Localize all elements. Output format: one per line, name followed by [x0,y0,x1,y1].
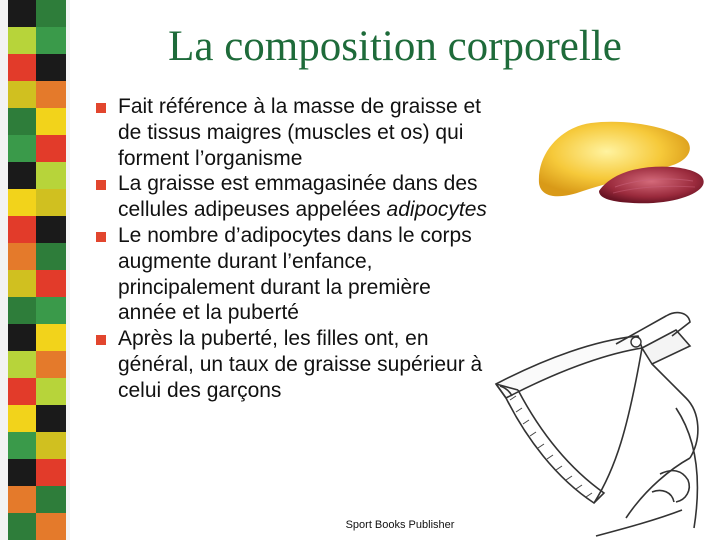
stripe-cell [36,27,66,54]
stripe-cell [8,486,38,513]
stripe-cell [8,243,38,270]
stripe-cell [36,270,66,297]
stripe-cell [8,378,38,405]
bullet-marker-icon [96,335,106,345]
bullet-item [96,223,488,326]
fat-and-muscle-photo-icon [533,113,710,210]
stripe-cell [36,486,66,513]
bullet-italic-term: adipocytes [386,198,487,222]
stripe-cell [36,135,66,162]
stripe-cell [36,378,66,405]
stripe-cell [8,351,38,378]
stripe-cell [36,216,66,243]
stripe-cell [36,432,66,459]
bullet-list [96,94,488,404]
bullet-marker-icon [96,180,106,190]
stripe-cell [36,54,66,81]
stripe-column-left [8,0,38,540]
bullet-marker-icon [96,232,106,242]
bullet-item [96,94,488,171]
stripe-cell [8,270,38,297]
stripe-cell [8,459,38,486]
bullet-text: La graisse est emmagasinée dans des cellules adipeuses appelées [118,172,478,222]
bullet-text: Après la puberté, les filles ont, en général, un taux de graisse supérieur à celui des garçons [118,327,483,402]
stripe-cell [36,297,66,324]
stripe-column-right [36,0,66,540]
stripe-cell [8,135,38,162]
stripe-cell [36,324,66,351]
stripe-cell [8,0,38,27]
stripe-cell [8,513,38,540]
stripe-cell [8,108,38,135]
stripe-cell [36,162,66,189]
bullet-marker-icon [96,103,106,113]
stripe-cell [36,0,66,27]
bullet-text: Fait référence à la masse de graisse et de tissus maigres (muscles et os) qui forment l’organisme [118,95,482,170]
stripe-cell [8,432,38,459]
decorative-color-stripe [0,0,70,540]
bullet-item [96,326,488,403]
stripe-cell [8,54,38,81]
stripe-cell [8,216,38,243]
stripe-cell [36,108,66,135]
stripe-cell [36,459,66,486]
stripe-cell [36,81,66,108]
stripe-cell [8,162,38,189]
stripe-cell [36,243,66,270]
stripe-cell [8,81,38,108]
stripe-cell [36,405,66,432]
bullet-item [96,171,488,223]
stripe-cell [8,189,38,216]
stripe-cell [8,324,38,351]
stripe-cell [36,189,66,216]
skinfold-caliper-drawing-icon [476,288,720,540]
stripe-cell [8,27,38,54]
slide-title: La composition corporelle [168,23,622,70]
bullet-text: Le nombre d’adipocytes dans le corps augmente durant l’enfance, principalement durant la première année et la puberté [118,223,472,325]
stripe-cell [36,513,66,540]
stripe-cell [8,297,38,324]
footer-publisher: Sport Books Publisher [345,519,455,531]
stripe-cell [8,405,38,432]
stripe-cell [36,351,66,378]
